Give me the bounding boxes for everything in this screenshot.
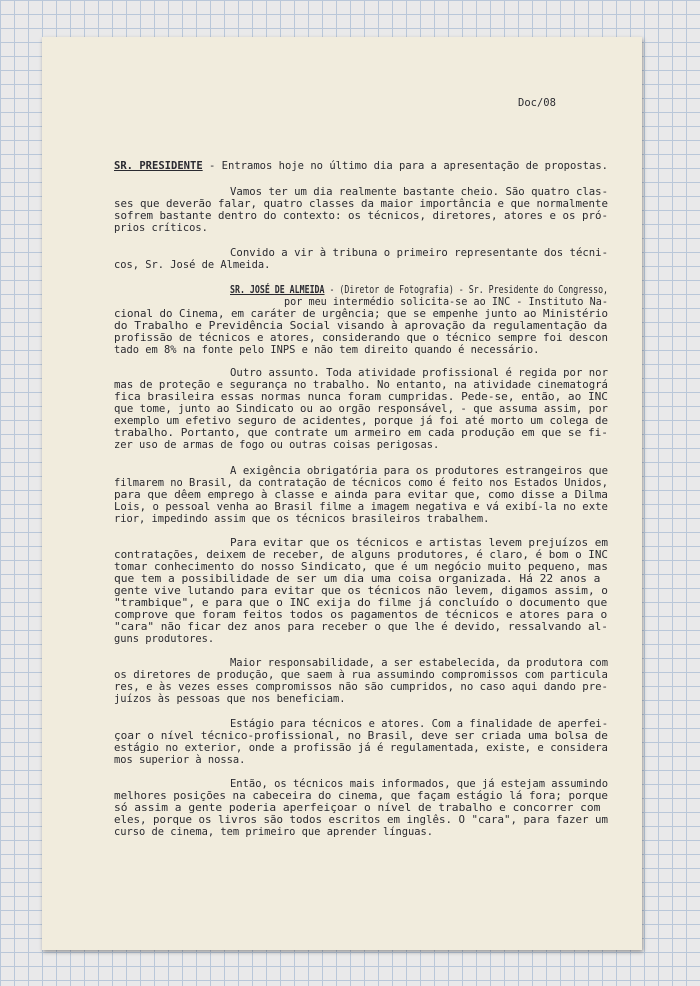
text-line: Convido a vir à tribuna o primeiro representante dos técni-	[230, 247, 608, 259]
text-line: res, e às vezes esses compromissos não são cumpridos, no caso aqui dando pre-	[114, 681, 608, 693]
text-line: Lois, o pessoal venha ao Brasil filme a imagem negativa e vá exibí-la no exte	[114, 501, 608, 513]
text-line: cional do Cinema, em caráter de urgência; que se empenhe junto ao Ministério	[114, 308, 608, 320]
text-line: filmarem no Brasil, da contratação de técnicos como é feito nos Estados Unidos,	[114, 477, 609, 489]
text-line: para que dêem emprego à classe e ainda para evitar que, como disse a Dilma	[114, 489, 608, 501]
speaker-name: SR. PRESIDENTE	[114, 160, 203, 172]
text-line: zer uso de armas de fogo ou outras coisas perigosas.	[114, 439, 440, 451]
text-line: comprove que foram feitos todos os pagamentos de técnicos e atores para o	[114, 609, 608, 621]
text-line: Maior responsabilidade, a ser estabelecida, da produtora com	[230, 657, 609, 669]
text-line: prios críticos.	[114, 222, 208, 234]
text-line: Para evitar que os técnicos e artistas levem prejuízos em	[230, 537, 609, 549]
text-line: eles, porque os livros são todos escritos em inglês. O "cara", para fazer um	[114, 814, 608, 826]
text-line: que tem a possibilidade de ser um dia uma coisa organizada. Há 22 anos a	[114, 573, 601, 585]
text-line: tomar conhecimento do nosso Sindicato, que é um negócio muito pequeno, mas	[114, 561, 608, 573]
text-line: çoar o nível técnico-profissional, no Brasil, deve ser criada uma bolsa de	[114, 730, 608, 742]
text-line: "cara" não ficar dez anos para receber o que lhe é devido, ressalvando al-	[114, 621, 608, 633]
text-line: Estágio para técnicos e atores. Com a finalidade de aperfei-	[230, 718, 609, 730]
text-line: juízos às pessoas que nos beneficiam.	[114, 693, 346, 705]
text-line: estágio no exterior, onde a profissão já é regulamentada, existe, e considera	[114, 742, 608, 754]
text-line: Então, os técnicos mais informados, que já estejam assumindo	[230, 778, 609, 790]
text-line: cos, Sr. José de Almeida.	[114, 259, 271, 271]
text-line: ses que deverão falar, quatro classes da maior importância e que normalmente	[114, 198, 608, 210]
text-line: gente vive lutando para evitar que os técnicos não levem, digamos assim, o	[114, 585, 608, 597]
document-reference: Doc/08	[518, 97, 556, 109]
speech-text: - Entramos hoje no último dia para a apresentação de propostas.	[202, 160, 609, 172]
text-line: Outro assunto. Toda atividade profissional é regida por nor	[230, 367, 608, 379]
speech-text: - (Diretor de Fotografia) - Sr. Presidente do Congresso,	[324, 284, 609, 296]
speaker-name: SR. JOSÉ DE ALMEIDA	[230, 284, 325, 296]
text-line: trabalho. Portanto, que contrate um armeiro em cada produção em que se fi-	[114, 427, 608, 439]
text-line: guns produtores.	[114, 633, 215, 645]
text-line: fica brasileira essas normas nunca foram cumpridas. Pede-se, então, ao INC	[114, 391, 608, 403]
text-line: melhores posições na cabeceira do cinema, que façam estágio lá fora; porque	[114, 790, 609, 802]
text-line: curso de cinema, tem primeiro que aprender línguas.	[114, 826, 434, 838]
text-line: mos superior à nossa.	[114, 754, 246, 766]
text-line: exemplo um efetivo seguro de acidentes, porque já foi até morto um colega de	[114, 415, 608, 427]
text-line: "trambique", e para que o INC exija do filme já concluído o documento que	[114, 597, 608, 609]
text-line: sofrem bastante dentro do contexto: os técnicos, diretores, atores e os pró-	[114, 210, 608, 222]
text-line: do Trabalho e Previdência Social visando à aprovação da regulamentação da	[114, 320, 608, 332]
text-line: profissão de técnicos e atores, considerando que o técnico sempre foi descon	[114, 332, 608, 344]
text-line: por meu intermédio solicita-se ao INC - Instituto Na-	[284, 296, 609, 308]
text-line	[114, 160, 608, 172]
text-line: mas de proteção e segurança no trabalho. No entanto, na atividade cinematográ	[114, 379, 608, 391]
text-line: A exigência obrigatória para os produtores estrangeiros que	[230, 465, 608, 477]
document-page	[42, 37, 642, 950]
text-line: rior, impedindo assim que os técnicos brasileiros trabalhem.	[114, 513, 490, 525]
text-line	[230, 284, 608, 296]
text-line: só assim a gente poderia aperfeiçoar o nível de trabalho e concorrer com	[114, 802, 601, 814]
text-line: contratações, deixem de receber, de alguns produtores, é claro, é bom o INC	[114, 549, 609, 561]
text-line: os diretores de produção, que saem à rua assumindo compromissos com particula	[114, 669, 608, 681]
text-line: Vamos ter um dia realmente bastante cheio. São quatro clas-	[230, 186, 608, 198]
text-line: tado em 8% na fonte pelo INPS e não tem direito quando é necessário.	[114, 344, 540, 356]
text-line: que tome, junto ao Sindicato ou ao orgão responsável, - que assuma assim, por	[114, 403, 608, 415]
